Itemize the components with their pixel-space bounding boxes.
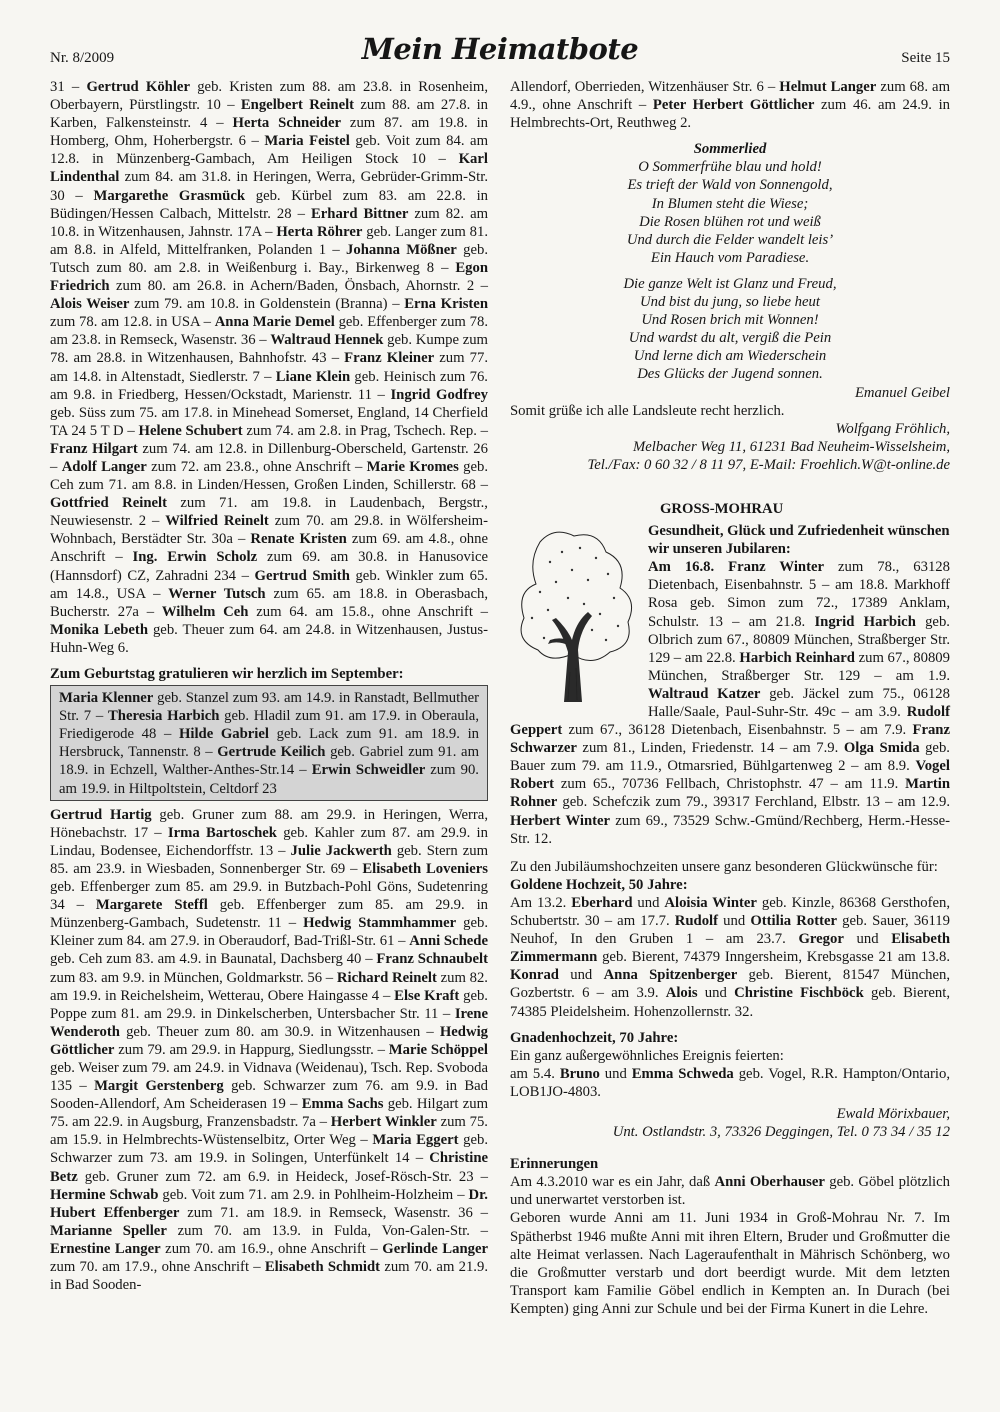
author-name: Ewald Mörixbauer,	[836, 1105, 950, 1122]
poem-author: Emanuel Geibel	[854, 384, 950, 401]
issue-number: Nr. 8/2009	[50, 50, 115, 66]
poem-line: Die ganze Welt ist Glanz und Freud,	[623, 275, 837, 292]
poem-line: Es trieft der Wald von Sonnengold,	[627, 177, 833, 194]
grace-wedding-intro: Ein ganz außergewöhnliches Ereignis feierten:	[510, 1047, 784, 1064]
grace-wedding-entries: am 5.4. Bruno und Emma Schweda geb. Vogel, R.R. Hampton/Ontario, LOB1JO-4803.	[510, 1065, 950, 1100]
sender-name: Wolfgang Fröhlich,	[835, 420, 950, 437]
poem	[510, 140, 950, 383]
grace-wedding-heading: Gnadenhochzeit, 70 Jahre:	[510, 1029, 679, 1046]
sender-address: Melbacher Weg 11, 61231 Bad Neuheim-Wisselsheim,	[633, 438, 950, 455]
september-boxed-birthdays: Maria Klenner geb. Stanzel zum 93. am 14.9. in Ranstadt, Bellmuther Str. 7 – Theresia Harbich geb. Hladil zum 91. am 17.9. in Oberaula, Friedigerode 48 – Hilde Gabriel geb. Lack zum 91. am 18.9. in Hersbruck, Tannenstr. 8 – Gertrude Keilich geb. Gabriel zum 91. am 18.9. in Echzell, Walther-Anthes-Str.14 – Erwin Schweidler zum 90. am 19.9. in Hiltpoltstein, Celtdorf 23	[50, 685, 488, 801]
poem-line: Und lerne dich am Wiederschein	[633, 348, 827, 365]
sender-contact: Tel./Fax: 0 60 32 / 8 11 97, E-Mail: Froehlich.W@t-online.de	[587, 456, 950, 473]
page-number: Seite 15	[901, 50, 950, 66]
tree-icon	[510, 522, 638, 702]
author-signature	[510, 1105, 950, 1141]
poem-line: Und durch die Felder wandelt leis’	[626, 231, 834, 248]
jubilee-entries: Am 16.8. Franz Winter zum 78., 63128 Dietenbach, Eisenbahnstr. 5 – am 18.8. Markhoff Rosa geb. Simon zum 72., 17389 Anklam, Schulstr. 13 – am 21.8. Ingrid Harbich geb. Olbrich zum 67., 80809 München, Straßberger Str. 129 – am 22.8. Harbich Reinhard zum 67., 80809 München, Straßberger Str. 129 – am 1.9. Waltraud Katzer geb. Jäckel zum 75., 06128 Halle/Saale, Paul-Suhr-Str. 49c – am 3.9. Rudolf Geppert zum 67., 36128 Dietenbach, Eisenbahnstr. 5 – am 7.9. Franz Schwarzer zum 81., Linden, Friedenstr. 14 – am 7.9. Olga Smida geb. Bauer zum 79. am 11.9., Otmarsried, Bühlgartenweg 2 – am 8.9. Vogel Robert zum 65., 70736 Fellbach, Christophstr. 47 – am 11.9. Martin Rohner geb. Schefczik zum 79., 39317 Ferchland, Elbstr. 13 – am 12.9. Herbert Winter zum 69., 73529 Schw.-Gmünd/Rechberg, Herm.-Hesse-Str. 12.	[510, 559, 950, 847]
memory-heading: Erinnerungen	[510, 1156, 599, 1173]
golden-wedding-entries: Am 13.2. Eberhard und Aloisia Winter geb. Kinzle, 86368 Gersthofen, Schubertstr. 30 – am 17.7. Rudolf und Ottilia Rotter geb. Sauer, 36119 Neuhof, In den Gruben 1 – am 23.7. Gregor und Elisabeth Zimmermann geb. Bierent, 74379 Inngersheim, Krebsgasse 21 am 13.8. Konrad und Anna Spitzenberger geb. Bierent, 81547 München, Gozbertstr. 6 – am 3.9. Alois und Christine Fischböck geb. Bierent, 74385 Pleidelsheim. Hohenzollernstr. 32.	[510, 894, 951, 1020]
poem-stanza-2	[510, 275, 950, 384]
september-heading: Zum Geburtstag gratulieren wir herzlich im September:	[50, 666, 404, 682]
greeting: Somit grüße ich alle Landsleute recht herzlich.	[510, 402, 785, 419]
poem-line: Und Rosen brich mit Wonnen!	[641, 312, 819, 329]
poem-line: Ein Hauch vom Paradiese.	[650, 249, 810, 266]
poem-stanza-1	[510, 158, 950, 267]
right-column	[510, 78, 950, 1318]
poem-line: Und bist du jung, so liebe heut	[640, 294, 820, 311]
author-address: Unt. Ostlandstr. 3, 73326 Deggingen, Tel. 0 73 34 / 35 12	[612, 1124, 950, 1141]
memory-paragraph-1: Am 4.3.2010 war es ein Jahr, daß Anni Oberhauser geb. Göbel plötzlich und unerwartet verstorben ist.	[510, 1174, 950, 1209]
section-title-gross-mohrau: GROSS-MOHRAU	[660, 500, 784, 517]
memory-paragraph-2: Geboren wurde Anni am 11. Juni 1934 in Groß-Mohrau Nr. 7. Im Spätherbst 1946 mußte Anni mit ihren Eltern, Bruder und Großmutter die alte Heimat verlassen. Nach Lageraufenthalt in Mährisch Schönberg, wo die Großmutter verstarb und dort beerdigt wurde. Mit dem letzten Transport kam Familie Göbel endlich in Kempten an. In Durach (bei Kempten) ging Anni zur Schule und bei der Firma Kunert in die Lehre.	[510, 1210, 950, 1317]
poem-line: Die Rosen blühen rot und weiß	[639, 213, 821, 230]
continued-birthdays: Allendorf, Oberrieden, Witzenhäuser Str. 6 – Helmut Langer zum 68. am 4.9., ohne Anschrift – Peter Herbert Göttlicher zum 46. am 24.9. in Helmbrechts-Ort, Reuthweg 2.	[510, 79, 951, 132]
august-birthdays: 31 – Gertrud Köhler geb. Kristen zum 88. am 23.8. in Rosenheim, Oberbayern, Pürstlingstr. 10 – Engelbert Reinelt zum 88. am 27.8. in Karben, Falkensteinstr. 4 – Herta Schneider zum 87. am 19.8. in Homberg, Ohm, Hoherbergstr. 6 – Maria Feistel geb. Voit zum 84. am 12.8. in Münzenberg-Gambach, Am Heiligen Stock 10 – Karl Lindenthal zum 84. am 31.8. in Heringen, Werra, Gebrüder-Grimm-Str. 30 – Margarethe Grasmück geb. Kürbel zum 83. am 22.8. in Büdingen/Hessen Calbach, Mittelstr. 28 – Erhard Bittner zum 82. am 10.8. in Witzenhausen, Jahnstr. 17A – Herta Röhrer geb. Langer zum 81. am 8.8. in Alfeld, Mittelfranken, Polanden 1 – Johanna Mößner geb. Tutsch zum 80. am 2.8. in Weißenburg i. Bay., Birkenweg 8 – Egon Friedrich zum 80. am 26.8. in Achern/Baden, Önsbach, Ahornstr. 2 – Alois Weiser zum 79. am 10.8. in Goldenstein (Branna) – Erna Kristen zum 78. am 12.8. in USA – Anna Marie Demel geb. Effenberger zum 78. am 23.8. in Remseck, Wasenstr. 36 – Waltraud Hennek geb. Kumpe zum 78. am 28.8. in Witzenhausen, Bahnhofstr. 43 – Franz Kleiner zum 77. am 14.8. in Altenstadt, Siedlerstr. 7 – Liane Klein geb. Heinisch zum 76. am 9.8. in Friedberg, Hessen/Ockstadt, Marienstr. 11 – Ingrid Godfrey geb. Süss zum 75. am 17.8. in Minehead Somerset, England, 14 Cherfield TA 24 5 T D – Helene Schubert zum 74. am 2.8. in Prag, Tschech. Rep. – Franz Hilgart zum 74. am 12.8. in Dillenburg-Oberscheld, Gartenstr. 26 – Adolf Langer zum 72. am 23.8., ohne Anschrift – Marie Kromes geb. Ceh zum 71. am 8.8. in Linden/Hessen, Großen Linden, Schillerstr. 68 – Gottfried Reinelt zum 71. am 19.8. in Laudenbach, Bergstr., Neuwiesenstr. 2 – Wilfried Reinelt zum 70. am 29.8. in Wölfersheim-Wohnbach, Berstädter Str. 30a – Renate Kristen zum 69. am 4.8., ohne Anschrift – Ing. Erwin Scholz zum 69. am 30.8. in Hanusovice (Hannsdorf) CZ, Zahradni 234 – Gertrud Smith geb. Winkler zum 65. am 14.8., USA – Werner Tutsch zum 65. am 18.8. in Oberasbach, Bucherstr. 27a – Wilhelm Ceh zum 64. am 15.8., ohne Anschrift – Monika Lebeth geb. Theuer zum 64. am 24.8. in Witzenhausen, Justus-Huhn-Weg 6.	[50, 79, 489, 656]
poem-line: O Sommerfrühe blau und hold!	[638, 159, 822, 176]
poem-line: In Blumen steht die Wiese;	[651, 195, 809, 212]
poem-line: Und wardst du alt, vergiß die Pein	[628, 330, 832, 347]
poem-line: Des Glücks der Jugend sonnen.	[637, 366, 823, 383]
sender-signature	[510, 420, 950, 474]
golden-wedding-heading: Goldene Hochzeit, 50 Jahre:	[510, 876, 688, 893]
september-birthdays: Gertrud Hartig geb. Gruner zum 88. am 29.9. in Heringen, Werra, Hönebachstr. 17 – Irma Bartoschek geb. Kahler zum 87. am 29.9. in Lindau, Bodensee, Eichendorffstr. 13 – Julie Jackwerth geb. Stern zum 85. am 23.9. in Wiesbaden, Sonnenberger Str. 69 – Elisabeth Loveniers geb. Effenberger zum 85. am 29.9. in Butzbach-Pohl Göns, Sudetenring 34 – Margarete Steffl geb. Effenberger zum 85. am 29.9. in Münzenberg-Gambach, Sudetenstr. 11 – Hedwig Stammhammer geb. Kleiner zum 84. am 27.9. in Oberaudorf, Bad-Trißl-Str. 61 – Anni Schede geb. Ceh zum 83. am 4.9. in Baunatal, Dachsberg 40 – Franz Schnaubelt zum 83. am 9.9. in München, Goldmarkstr. 56 – Richard Reinelt zum 82. am 19.9. in Reichelsheim, Wetterau, Obere Haingasse 4 – Else Kraft geb. Poppe zum 81. am 29.9. in Dinkelscherben, Untersbacher Str. 11 – Irene Wenderoth geb. Theuer zum 80. am 30.9. in Witzenhausen – Hedwig Göttlicher zum 79. am 29.9. in Happurg, Siedlungsstr. – Marie Schöppel geb. Weiser zum 79. am 24.9. in Vidnava (Weidenau), Tsch. Rep. Svoboda 135 – Margit Gerstenberg geb. Schwarzer zum 76. am 9.9. in Bad Sooden-Allendorf, Am Scheiderasen 19 – Emma Sachs geb. Hilgart zum 75. am 22.9. in Augsburg, Franzensbadstr. 7a – Herbert Winkler zum 75. am 15.9. in Helmbrechts-Wüstenselbitz, Orter Weg – Maria Eggert geb. Schwarzer zum 73. am 19.9. in Solingen, Unterfünkelt 14 – Christine Betz geb. Gruner zum 72. am 6.9. in Heideck, Josef-Rösch-Str. 23 – Hermine Schwab geb. Voit zum 71. am 2.9. in Pohlheim-Holzheim – Dr. Hubert Effenberger zum 71. am 18.9. in Remseck, Wasenstr. 36 – Marianne Speller zum 70. am 13.9. in Fulda, Von-Galen-Str. – Ernestine Langer zum 70. am 16.9., ohne Anschrift – Gerlinde Langer zum 70. am 17.9., ohne Anschrift – Elisabeth Schmidt zum 70. am 21.9. in Bad Sooden-	[50, 806, 489, 1294]
poem-title: Sommerlied	[693, 141, 767, 158]
jubilee-intro: Gesundheit, Glück und Zufriedenheit wünschen wir unseren Jubilaren:	[648, 523, 950, 558]
anniversary-intro: Zu den Jubiläumshochzeiten unsere ganz besonderen Glückwünsche für:	[510, 858, 938, 875]
left-column	[50, 78, 488, 1294]
masthead-logo: Mein Heimatbote	[361, 32, 639, 66]
